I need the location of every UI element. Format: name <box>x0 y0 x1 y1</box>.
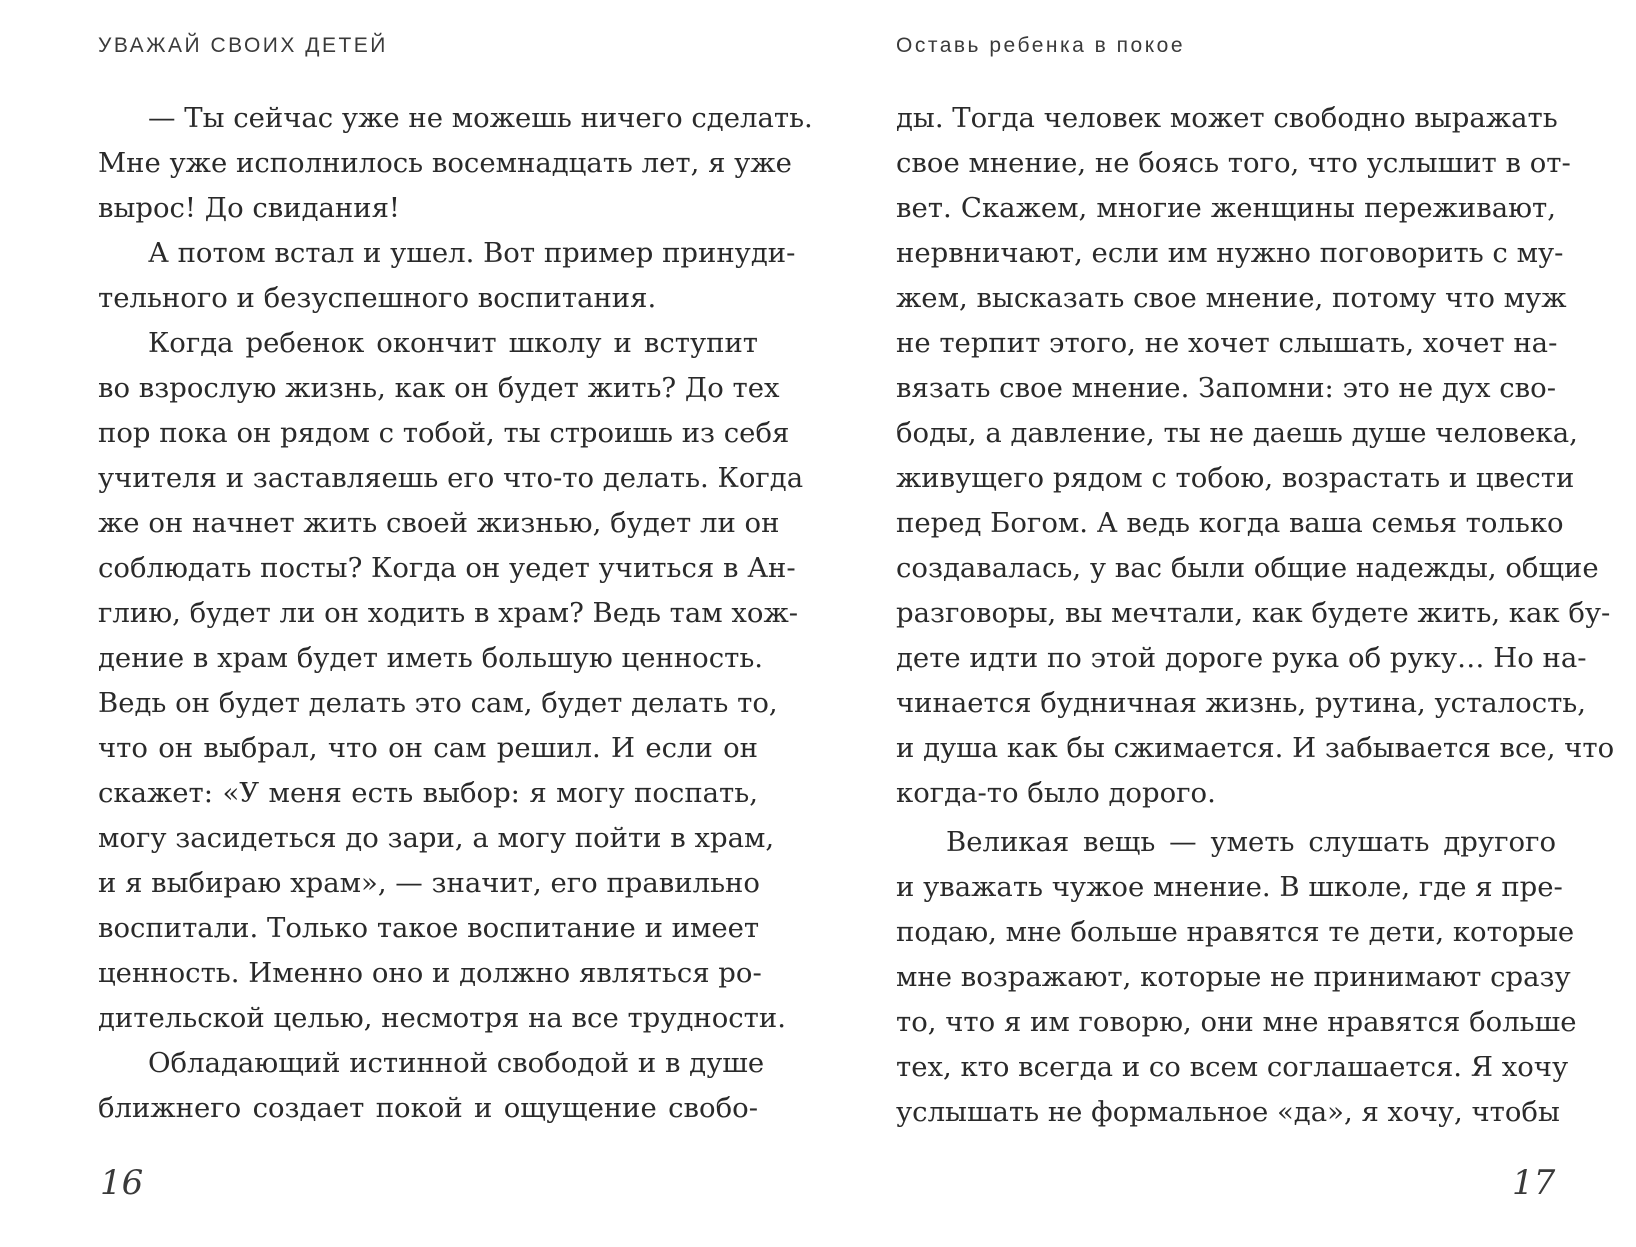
text-line: глию, будет ли он ходить в храм? Ведь там хож- <box>98 597 799 629</box>
text-line: во взрослую жизнь, как он будет жить? До тех <box>98 372 780 404</box>
text-line: воспитали. Только такое воспитание и имеет <box>98 912 760 944</box>
text-line: Ведь он будет делать это сам, будет делать то, <box>98 687 778 719</box>
text-line: подаю, мне больше нравятся те дети, которые <box>896 916 1575 948</box>
text-line: вет. Скажем, многие женщины переживают, <box>896 192 1556 224</box>
text-line: скажет: «У меня есть выбор: я могу поспать, <box>98 777 758 809</box>
text-line: что он выбрал, что он сам решил. И если он <box>98 732 758 764</box>
text-line: же он начнет жить своей жизнью, будет ли он <box>98 507 780 539</box>
text-line: разговоры, вы мечтали, как будете жить, как бу- <box>896 597 1611 629</box>
text-line: Обладающий истинной свободой и в душе <box>148 1047 765 1079</box>
text-line: ды. Тогда человек может свободно выражать <box>896 102 1558 134</box>
text-line: дете идти по этой дороге рука об руку… Но на- <box>896 642 1587 674</box>
text-line: то, что я им говорю, они мне нравятся больше <box>896 1006 1577 1038</box>
text-line: вырос! До свидания! <box>98 192 400 224</box>
text-line: чинается будничная жизнь, рутина, усталость, <box>896 687 1587 719</box>
text-line: соблюдать посты? Когда он уедет учиться в Ан- <box>98 552 796 584</box>
text-line: когда-то было дорого. <box>896 777 1216 809</box>
text-line: живущего рядом с тобою, возрастать и цвести <box>896 462 1575 494</box>
text-line: тельного и безуспешного воспитания. <box>98 282 657 314</box>
right-page <box>818 0 1636 1247</box>
text-line: и душа как бы сжимается. И забывается все, что <box>896 732 1615 764</box>
text-line: пор пока он рядом с тобой, ты строишь из себя <box>98 417 790 449</box>
text-line: учителя и заставляешь его что-то делать. Когда <box>98 462 804 494</box>
text-line: ближнего создает покой и ощущение свобо- <box>98 1092 758 1124</box>
text-line: создавалась, у вас были общие надежды, общие <box>896 552 1599 584</box>
text-line: Когда ребенок окончит школу и вступит <box>148 327 758 359</box>
text-line: нервничают, если им нужно поговорить с му- <box>896 237 1564 269</box>
text-line: А потом встал и ушел. Вот пример принуди- <box>148 237 796 269</box>
running-head-left: УВАЖАЙ СВОИХ ДЕТЕЙ <box>98 34 388 57</box>
text-line: тех, кто всегда и со всем соглашается. Я хочу <box>896 1051 1569 1083</box>
text-line: и уважать чужое мнение. В школе, где я пре- <box>896 871 1563 903</box>
text-line: перед Богом. А ведь когда ваша семья только <box>896 507 1564 539</box>
text-line: свое мнение, не боясь того, что услышит в от- <box>896 147 1571 179</box>
text-line: ценность. Именно оно и должно являться ро- <box>98 957 762 989</box>
page-number-right: 17 <box>1512 1163 1556 1203</box>
text-line: жем, высказать свое мнение, потому что муж <box>896 282 1567 314</box>
text-line: боды, а давление, ты не даешь душе человека, <box>896 417 1578 449</box>
page-number-left: 16 <box>100 1163 144 1203</box>
text-line: услышать не формальное «да», я хочу, чтобы <box>896 1096 1560 1128</box>
text-line: могу засидеться до зари, а могу пойти в храм, <box>98 822 775 854</box>
text-line: и я выбираю храм», — значит, его правильно <box>98 867 760 899</box>
text-line: дение в храм будет иметь большую ценность. <box>98 642 764 674</box>
text-line: мне возражают, которые не принимают сразу <box>896 961 1571 993</box>
text-line: не терпит этого, не хочет слышать, хочет на- <box>896 327 1558 359</box>
text-line: Великая вещь — уметь слушать другого <box>946 826 1556 858</box>
running-head-right: Оставь ребенка в покое <box>896 34 1186 57</box>
text-line: дительской целью, несмотря на все трудности. <box>98 1002 786 1034</box>
text-line: вязать свое мнение. Запомни: это не дух сво- <box>896 372 1556 404</box>
text-block-left <box>98 96 813 1131</box>
text-line: — Ты сейчас уже не можешь ничего сделать. <box>148 102 813 134</box>
text-line: Мне уже исполнилось восемнадцать лет, я уже <box>98 147 792 179</box>
text-block-right <box>896 96 1615 1135</box>
